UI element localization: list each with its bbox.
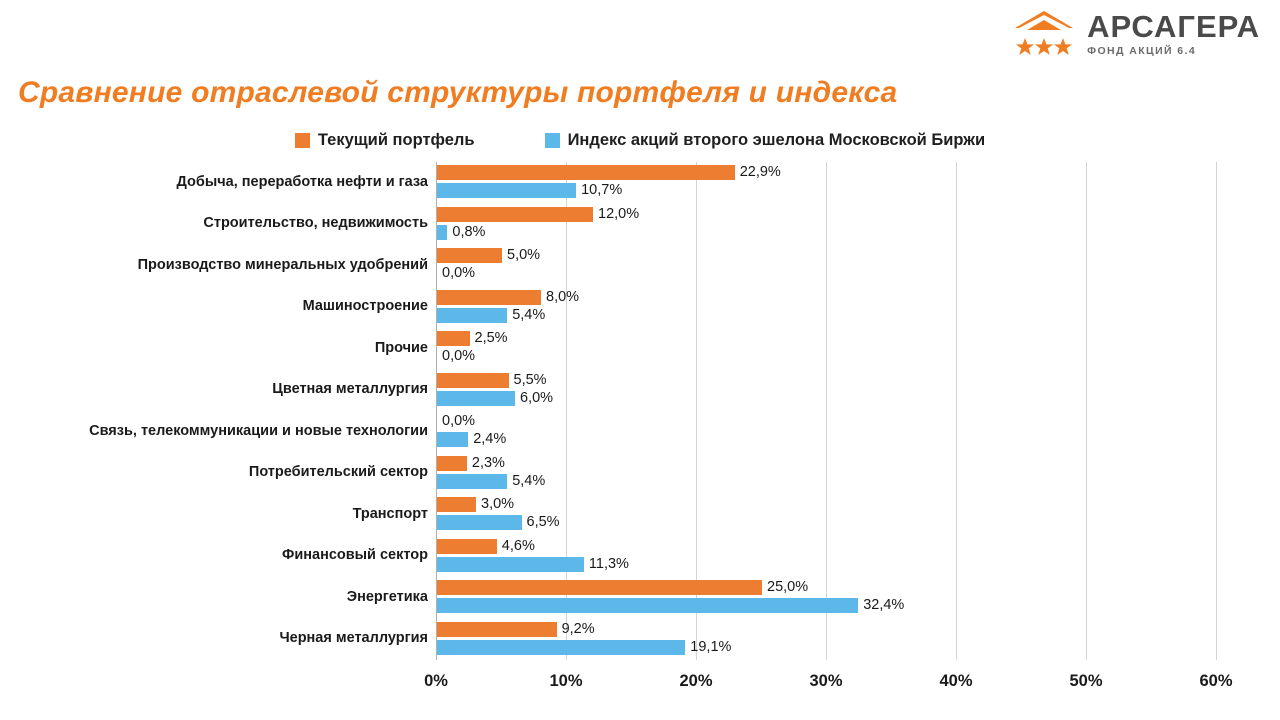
bar-value-index: 5,4% — [512, 306, 546, 323]
category-label: Энергетика — [346, 588, 428, 605]
x-tick-label: 0% — [424, 672, 448, 690]
bar-value-index: 19,1% — [690, 638, 732, 655]
bar-group — [437, 287, 1237, 329]
bar-portfolio[interactable] — [437, 373, 509, 388]
bar-portfolio[interactable] — [437, 622, 557, 637]
bar-index[interactable] — [437, 391, 515, 406]
bar-index[interactable] — [437, 183, 576, 198]
bar-portfolio[interactable] — [437, 207, 593, 222]
bar-portfolio[interactable] — [437, 165, 735, 180]
legend-label-portfolio: Текущий портфель — [317, 131, 475, 149]
legend-item-index[interactable] — [545, 131, 986, 150]
bar-value-index: 0,8% — [452, 223, 486, 240]
bar-value-portfolio: 9,2% — [561, 620, 595, 637]
bar-value-portfolio: 22,9% — [739, 164, 781, 180]
chart-row — [0, 536, 1280, 578]
bar-value-index: 0,0% — [442, 265, 476, 281]
legend-label-index: Индекс акций второго эшелона Московской Биржи — [567, 131, 986, 149]
bar-portfolio[interactable] — [437, 248, 502, 263]
chart-row — [0, 411, 1280, 453]
chart-row — [0, 370, 1280, 412]
category-label: Строительство, недвижимость — [203, 215, 428, 232]
bar-group — [437, 328, 1237, 370]
bar-portfolio[interactable] — [437, 456, 467, 471]
bar-group — [437, 204, 1237, 246]
chart-rows — [0, 162, 1280, 660]
brand-logo — [1011, 8, 1260, 60]
category-label: Транспорт — [352, 505, 428, 522]
bar-value-index: 10,7% — [581, 182, 623, 198]
bar-portfolio[interactable] — [437, 580, 762, 595]
chart-row — [0, 204, 1280, 246]
chart-row — [0, 453, 1280, 495]
bar-group — [437, 370, 1237, 412]
bar-value-index: 6,0% — [520, 389, 554, 406]
bar-value-index: 2,4% — [473, 431, 507, 447]
x-axis — [424, 666, 1233, 706]
bar-group — [437, 494, 1237, 536]
bar-index[interactable] — [437, 225, 447, 240]
bar-value-index: 6,5% — [526, 514, 560, 530]
chart-plot — [0, 162, 1280, 662]
bar-group — [437, 453, 1237, 495]
bar-value-index: 5,4% — [512, 472, 546, 489]
bar-index[interactable] — [437, 640, 685, 655]
chart-legend — [0, 131, 1280, 150]
bar-value-portfolio: 8,0% — [546, 288, 580, 305]
bar-value-portfolio: 3,0% — [481, 496, 515, 512]
bar-value-portfolio: 4,6% — [501, 537, 535, 554]
logo-text — [1087, 11, 1260, 57]
bar-value-portfolio: 12,0% — [598, 205, 640, 222]
chart-row — [0, 162, 1280, 204]
bar-group — [437, 577, 1237, 619]
legend-swatch-portfolio — [295, 133, 310, 148]
chart-row — [0, 245, 1280, 287]
page-title: Сравнение отраслевой структуры портфеля и индекса — [18, 76, 898, 109]
bar-index[interactable] — [437, 598, 858, 613]
bar-value-index: 0,0% — [442, 348, 476, 364]
x-tick-label: 40% — [939, 672, 973, 690]
bar-value-index: 32,4% — [863, 597, 905, 613]
category-label: Потребительский сектор — [248, 464, 428, 481]
bar-group — [437, 536, 1237, 578]
category-label: Добыча, переработка нефти и газа — [176, 173, 428, 190]
bar-portfolio[interactable] — [437, 497, 476, 512]
bar-index[interactable] — [437, 308, 507, 323]
bar-value-portfolio: 2,5% — [474, 330, 508, 346]
bar-value-portfolio: 5,5% — [513, 371, 547, 388]
logo-subtitle: ФОНД АКЦИЙ 6.4 — [1087, 45, 1197, 57]
arsagera-arch-stars-icon — [1011, 8, 1077, 60]
category-label: Финансовый сектор — [281, 547, 428, 564]
x-tick-label: 10% — [549, 672, 583, 690]
x-tick-label: 60% — [1199, 672, 1233, 690]
bar-value-portfolio: 0,0% — [442, 413, 476, 429]
bar-portfolio[interactable] — [437, 331, 470, 346]
bar-value-portfolio: 2,3% — [471, 454, 505, 471]
chart-row — [0, 287, 1280, 329]
bar-value-portfolio: 25,0% — [767, 579, 809, 595]
legend-item-portfolio[interactable] — [295, 131, 475, 150]
chart-row — [0, 619, 1280, 661]
category-label: Производство минеральных удобрений — [137, 256, 428, 273]
category-label: Прочие — [374, 339, 428, 356]
bar-group — [437, 245, 1237, 287]
x-tick-label: 30% — [809, 672, 843, 690]
bar-index[interactable] — [437, 474, 507, 489]
category-label: Цветная металлургия — [272, 381, 428, 398]
bar-index[interactable] — [437, 515, 522, 530]
legend-swatch-index — [545, 133, 560, 148]
chart-row — [0, 328, 1280, 370]
category-label: Машиностроение — [302, 298, 428, 315]
chart-row — [0, 577, 1280, 619]
bar-portfolio[interactable] — [437, 539, 497, 554]
bar-group — [437, 619, 1237, 661]
bar-index[interactable] — [437, 432, 468, 447]
bar-group — [437, 411, 1237, 453]
x-tick-label: 20% — [679, 672, 713, 690]
category-label: Связь, телекоммуникации и новые технологии — [89, 422, 428, 439]
bar-value-index: 11,3% — [588, 555, 629, 572]
logo-name: АРСАГЕРА — [1087, 9, 1260, 44]
chart-row — [0, 494, 1280, 536]
x-tick-label: 50% — [1069, 672, 1103, 690]
bar-portfolio[interactable] — [437, 290, 541, 305]
category-label: Черная металлургия — [279, 630, 428, 647]
bar-index[interactable] — [437, 557, 584, 572]
bar-group — [437, 162, 1237, 204]
bar-value-portfolio: 5,0% — [507, 247, 541, 263]
